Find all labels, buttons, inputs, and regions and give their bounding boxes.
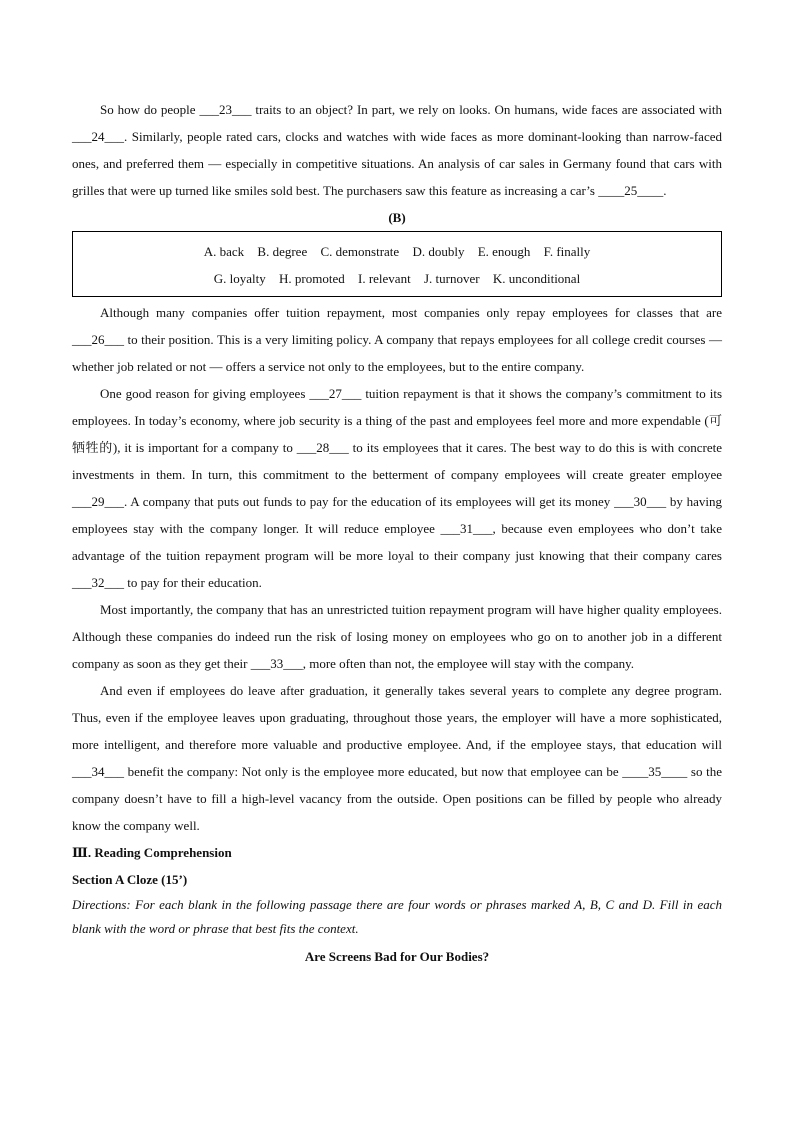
passage-b-paragraph-1: Although many companies offer tuition repayment, most companies only repay employees for classes that are ___26___ to their position. This is a very limiting policy. A company that repays employees for all college credit courses — whether job related or not — offers a service not only to the employees, but to the entire company. (72, 305, 722, 374)
section-three-heading: Ⅲ. Reading Comprehension (72, 845, 232, 860)
word-option: F. finally (543, 244, 591, 259)
word-option: I. relevant (358, 271, 411, 286)
word-option: H. promoted (279, 271, 345, 286)
word-option: J. turnover (423, 271, 480, 286)
word-option: B. degree (257, 244, 308, 259)
passage-b-paragraph-3: Most importantly, the company that has an unrestricted tuition repayment program will have higher quality employees. Although these companies do indeed run the risk of losing money on employees who go on to another job in a different company as soon as they get their ___33___, more often than not, the employee will stay with the company. (72, 602, 722, 671)
word-bank-box (72, 231, 722, 297)
directions-text: Directions: For each blank in the following passage there are four words or phrases marked A, B, C and D. Fill in each blank with the word or phrase that best fits the context. (72, 897, 722, 936)
word-option: E. enough (477, 244, 531, 259)
passage-b-paragraph-2: One good reason for giving employees ___27___ tuition repayment is that it shows the company’s commitment to its employees. In today’s economy, where job security is a thing of the past and employees feel more and more expendable (可牺牲的), it is important for a company to ___28___ to its employees that it cares. The best way to do this is with concrete investments in them. In turn, this commitment to the betterment of company employees will create greater employee ___29___. A company that puts out funds to pay for the education of its employees will get its money ___30___ by having employees stay with the company longer. It will reduce employee ___31___, because even employees who don’t take advantage of the tuition repayment program will be more loyal to their company just knowing that their company cares ___32___ to pay for their education. (72, 386, 722, 590)
word-option: G. loyalty (213, 271, 266, 286)
word-bank-row-2 (73, 265, 721, 292)
article-title: Are Screens Bad for Our Bodies? (304, 949, 490, 964)
document-page (72, 96, 722, 970)
section-b-label: (B) (388, 210, 406, 225)
passage-b-paragraph-4: And even if employees do leave after graduation, it generally takes several years to complete any degree program. Thus, even if the employee leaves upon graduating, throughout those years, the employer will have a more sophisticated, more intelligent, and therefore more valuable and productive employee. And, if the employee stays, that education will ___34___ benefit the company: Not only is the employee more educated, but now that employee can be ____35____ so the company doesn’t have to fill a high-level vacancy from the outside. Open positions can be filled by people who already know the company well. (72, 683, 722, 833)
passage-a-paragraph: So how do people ___23___ traits to an object? In part, we rely on looks. On humans, wide faces are associated with ___24___. Similarly, people rated cars, clocks and watches with wide faces as more dominant-looking than narrow-faced ones, and preferred them — especially in competitive situations. An analysis of car sales in Germany found that cars with grilles that were up turned like smiles sold best. The purchasers saw this feature as increasing a car’s ____25____. (72, 102, 722, 198)
word-bank-row-1 (73, 238, 721, 265)
word-option: K. unconditional (492, 271, 581, 286)
section-a-heading: Section A Cloze (15’) (72, 872, 188, 887)
word-option: C. demonstrate (320, 244, 400, 259)
word-option: D. doubly (412, 244, 465, 259)
word-option: A. back (203, 244, 245, 259)
